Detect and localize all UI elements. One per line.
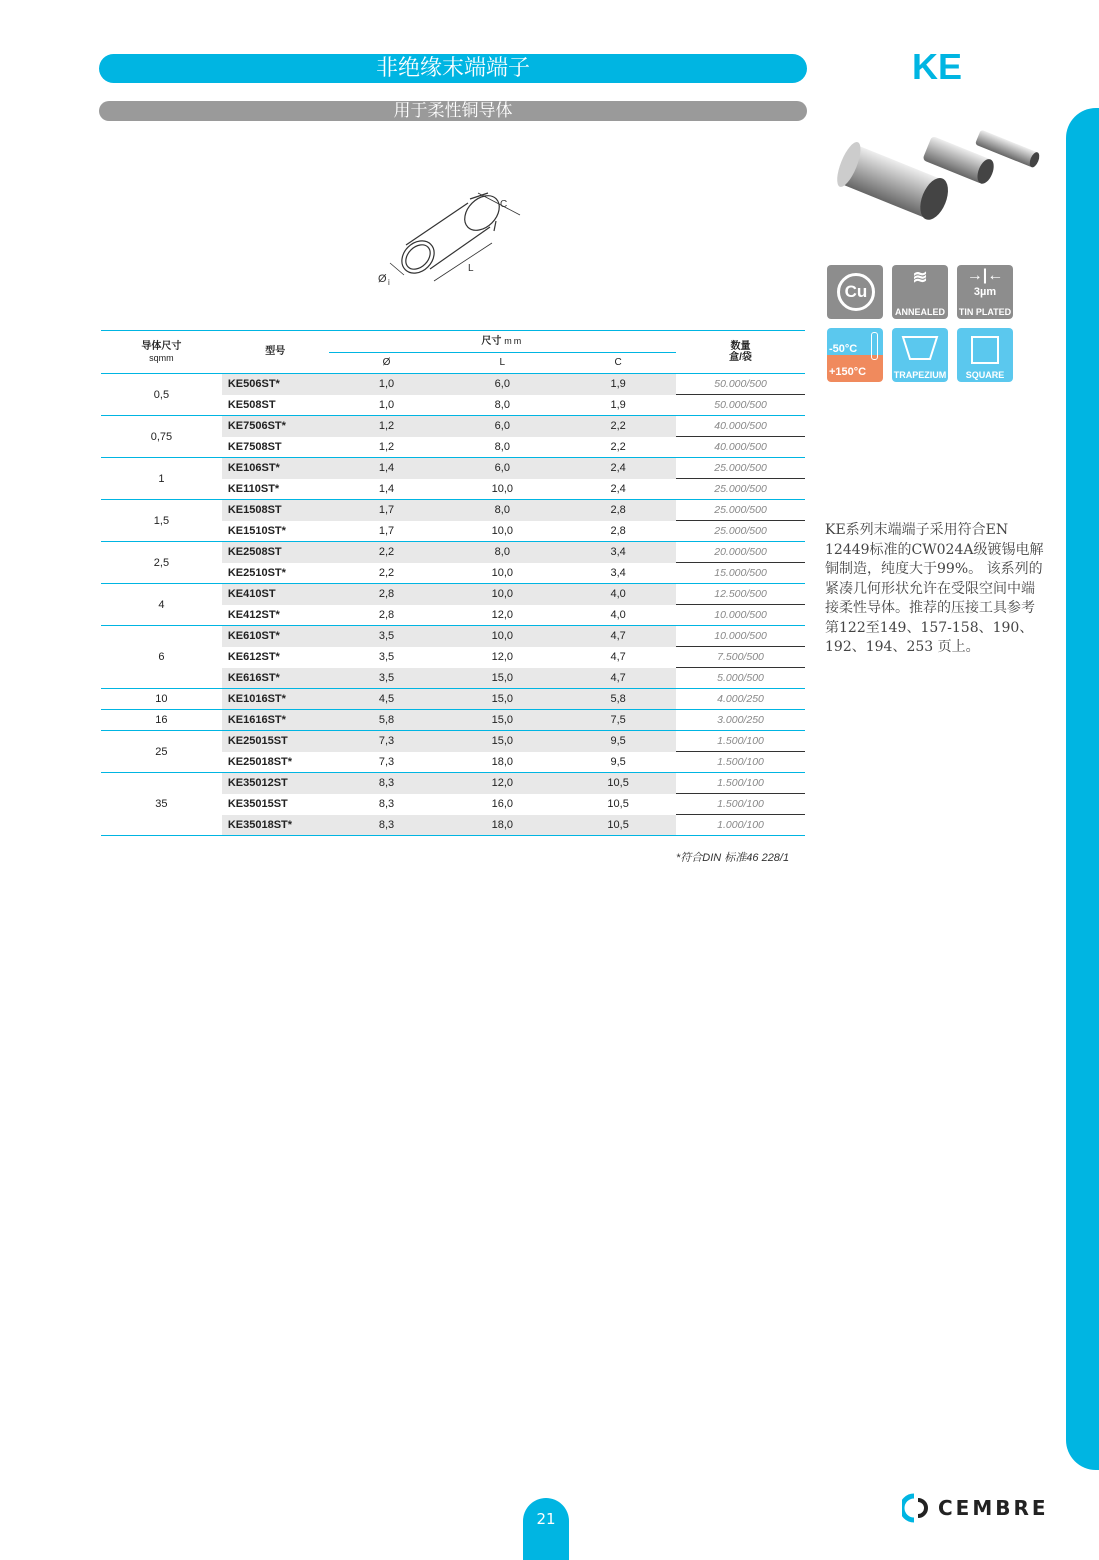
label-c: C — [500, 199, 508, 210]
col-qty: 数量 盒/袋 — [676, 331, 805, 374]
table-row — [101, 689, 805, 710]
model-cell: KE1016ST* — [222, 689, 329, 710]
d-cell: 1,2 — [329, 416, 445, 437]
size-cell: 25 — [101, 731, 222, 773]
label-d: Ø — [378, 273, 387, 285]
c-cell: 4,0 — [560, 605, 676, 626]
col-c: C — [560, 353, 676, 374]
d-cell: 1,4 — [329, 479, 445, 500]
size-cell: 0,75 — [101, 416, 222, 458]
annealed-badge: ≋ ANNEALED — [892, 265, 948, 319]
c-cell: 7,5 — [560, 710, 676, 731]
size-cell: 10 — [101, 689, 222, 710]
copper-badge: Cu — [827, 265, 883, 319]
c-cell: 1,9 — [560, 374, 676, 395]
model-cell: KE2510ST* — [222, 563, 329, 584]
model-cell: KE35018ST* — [222, 815, 329, 836]
series-code: KE — [912, 46, 963, 87]
d-cell: 7,3 — [329, 752, 445, 773]
d-cell: 4,5 — [329, 689, 445, 710]
d-cell: 2,8 — [329, 605, 445, 626]
model-cell: KE2508ST — [222, 542, 329, 563]
qty-cell: 40.000/500 — [676, 416, 805, 437]
size-cell: 4 — [101, 584, 222, 626]
c-cell: 2,4 — [560, 479, 676, 500]
c-cell: 2,2 — [560, 437, 676, 458]
d-cell: 1,4 — [329, 458, 445, 479]
model-cell: KE35015ST — [227, 798, 288, 810]
d-cell: 5,8 — [329, 710, 445, 731]
l-cell: 6,0 — [444, 374, 560, 395]
c-cell: 4,0 — [560, 584, 676, 605]
c-cell: 10,5 — [560, 773, 676, 794]
d-cell: 1,0 — [329, 395, 445, 416]
l-cell: 8,0 — [444, 437, 560, 458]
d-cell: 7,3 — [329, 731, 445, 752]
l-cell: 10,0 — [444, 479, 560, 500]
trapezium-icon — [900, 334, 940, 362]
table-row — [101, 542, 805, 563]
l-cell: 8,0 — [444, 542, 560, 563]
d-cell: 1,2 — [329, 437, 445, 458]
size-cell: 1,5 — [101, 500, 222, 542]
product-photo — [830, 130, 1045, 230]
spec-table — [101, 330, 805, 836]
heat-icon: ≋ — [912, 267, 928, 287]
l-cell: 15,0 — [444, 689, 560, 710]
table-row — [101, 710, 805, 731]
model-cell: KE410ST — [222, 584, 329, 605]
model-cell: KE506ST* — [222, 374, 329, 395]
model-cell: KE616ST* — [222, 668, 329, 689]
brand-logo: CEMBRE — [902, 1493, 1049, 1523]
size-cell: 1 — [101, 458, 222, 500]
d-cell: 1,7 — [329, 521, 445, 542]
qty-cell: 10.000/500 — [676, 605, 805, 626]
c-cell: 3,4 — [560, 542, 676, 563]
model-cell: KE110ST* — [222, 479, 329, 500]
qty-cell: 50.000/500 — [676, 395, 805, 416]
table-row — [101, 773, 805, 794]
qty-cell: 25.000/500 — [676, 521, 805, 542]
label-i: i — [388, 278, 390, 287]
l-cell: 12,0 — [491, 651, 514, 663]
label-l: L — [468, 263, 474, 274]
l-cell: 16,0 — [491, 798, 514, 810]
d-cell: 8,3 — [378, 798, 395, 810]
page-subtitle: 用于柔性铜导体 — [99, 101, 807, 121]
square-badge: SQUARE — [957, 328, 1013, 382]
l-cell: 8,0 — [444, 395, 560, 416]
model-cell: KE7508ST — [222, 437, 329, 458]
qty-cell: 7.500/500 — [676, 647, 805, 668]
col-dims: 尺寸 mm — [329, 331, 676, 353]
c-cell: 4,7 — [560, 626, 676, 647]
model-cell: KE1510ST* — [222, 521, 329, 542]
qty-cell: 25.000/500 — [676, 458, 805, 479]
col-d: Ø — [329, 353, 445, 374]
l-cell: 10,0 — [444, 584, 560, 605]
table-row — [101, 500, 805, 521]
c-cell: 2,2 — [560, 416, 676, 437]
c-cell: 10,5 — [607, 798, 629, 810]
c-cell: 10,5 — [560, 815, 676, 836]
l-cell: 6,0 — [444, 458, 560, 479]
qty-cell: 25.000/500 — [676, 500, 805, 521]
l-cell: 18,0 — [444, 815, 560, 836]
d-cell: 3,5 — [329, 626, 445, 647]
temperature-badge: -50°C +150°C — [827, 328, 883, 382]
c-cell: 2,8 — [560, 521, 676, 542]
size-cell: 6 — [101, 626, 222, 689]
c-cell: 2,8 — [560, 500, 676, 521]
qty-cell: 4.000/250 — [676, 689, 805, 710]
qty-cell: 3.000/250 — [676, 710, 805, 731]
model-cell: KE25018ST* — [222, 752, 329, 773]
size-cell: 35 — [101, 773, 222, 836]
tin-plated-badge: →|← 3µm TIN PLATED — [958, 267, 1012, 317]
model-cell: KE412ST* — [222, 605, 329, 626]
d-cell: 3,5 — [378, 651, 395, 663]
thermometer-icon — [871, 332, 878, 360]
cembre-logo-icon — [902, 1493, 930, 1523]
size-cell: 2,5 — [101, 542, 222, 584]
l-cell: 10,0 — [444, 626, 560, 647]
trapezium-badge: TRAPEZIUM — [892, 328, 948, 382]
table-row — [101, 731, 805, 752]
l-cell: 8,0 — [444, 500, 560, 521]
model-cell: KE106ST* — [222, 458, 329, 479]
model-cell: KE508ST — [222, 395, 329, 416]
model-cell: KE1616ST* — [222, 710, 329, 731]
c-cell: 1,9 — [560, 395, 676, 416]
page-number: 21 — [523, 1498, 569, 1560]
l-cell: 15,0 — [444, 731, 560, 752]
c-cell: 9,5 — [560, 731, 676, 752]
model-cell: KE25015ST — [222, 731, 329, 752]
qty-cell: 5.000/500 — [676, 668, 805, 689]
qty-cell: 12.500/500 — [676, 584, 805, 605]
d-cell: 1,7 — [329, 500, 445, 521]
d-cell: 2,2 — [329, 563, 445, 584]
square-icon — [971, 336, 999, 364]
qty-cell: 25.000/500 — [676, 479, 805, 500]
table-row — [101, 626, 805, 647]
col-size: 导体尺寸 sqmm — [101, 331, 222, 374]
size-cell: 16 — [101, 710, 222, 731]
c-cell: 2,4 — [560, 458, 676, 479]
qty-cell: 1.000/100 — [676, 815, 805, 836]
l-cell: 6,0 — [444, 416, 560, 437]
table-row — [101, 584, 805, 605]
d-cell: 2,2 — [329, 542, 445, 563]
qty-cell: 10.000/500 — [676, 626, 805, 647]
d-cell: 8,3 — [329, 773, 445, 794]
l-cell: 18,0 — [444, 752, 560, 773]
col-l: L — [444, 353, 560, 374]
qty-cell: 1.500/100 — [676, 773, 805, 794]
l-cell: 10,0 — [444, 563, 560, 584]
l-cell: 15,0 — [444, 710, 560, 731]
c-cell: 9,5 — [560, 752, 676, 773]
ferrule-drawing — [370, 185, 540, 295]
c-cell: 3,4 — [560, 563, 676, 584]
model-cell: KE7506ST* — [222, 416, 329, 437]
thickness-icon: →|← — [966, 267, 1004, 284]
table-row — [101, 416, 805, 437]
d-cell: 8,3 — [329, 815, 445, 836]
col-model: 型号 — [222, 331, 329, 374]
d-cell: 2,8 — [329, 584, 445, 605]
l-cell: 12,0 — [444, 773, 560, 794]
model-cell: KE35012ST — [222, 773, 329, 794]
model-cell: KE612ST* — [227, 651, 280, 663]
model-cell: KE610ST* — [222, 626, 329, 647]
qty-cell: 15.000/500 — [676, 563, 805, 584]
description: KE系列末端端子采用符合EN 12449标准的CW024A级镀锡电解铜制造，纯度大于99%。 该系列的紧凑几何形状允许在受限空间中端接柔性导体。推荐的压接工具参考第122至149、157-158、190、192、194、253 页上。 — [825, 522, 1044, 655]
qty-cell: 1.500/100 — [676, 794, 805, 815]
page-title: 非绝缘末端端子 — [99, 54, 807, 83]
qty-cell: 20.000/500 — [676, 542, 805, 563]
qty-cell: 50.000/500 — [676, 374, 805, 395]
side-tab — [1066, 108, 1099, 1470]
footnote: *符合DIN 标准46 228/1 — [676, 852, 790, 864]
table-row — [101, 374, 805, 395]
size-cell: 0,5 — [101, 374, 222, 416]
table-row — [101, 458, 805, 479]
qty-cell: 40.000/500 — [676, 437, 805, 458]
c-cell: 4,7 — [560, 668, 676, 689]
d-cell: 3,5 — [329, 668, 445, 689]
model-cell: KE1508ST — [222, 500, 329, 521]
qty-cell: 1.500/100 — [676, 752, 805, 773]
c-cell: 4,7 — [610, 651, 626, 663]
l-cell: 15,0 — [444, 668, 560, 689]
l-cell: 12,0 — [444, 605, 560, 626]
c-cell: 5,8 — [560, 689, 676, 710]
d-cell: 1,0 — [329, 374, 445, 395]
qty-cell: 1.500/100 — [676, 731, 805, 752]
l-cell: 10,0 — [444, 521, 560, 542]
